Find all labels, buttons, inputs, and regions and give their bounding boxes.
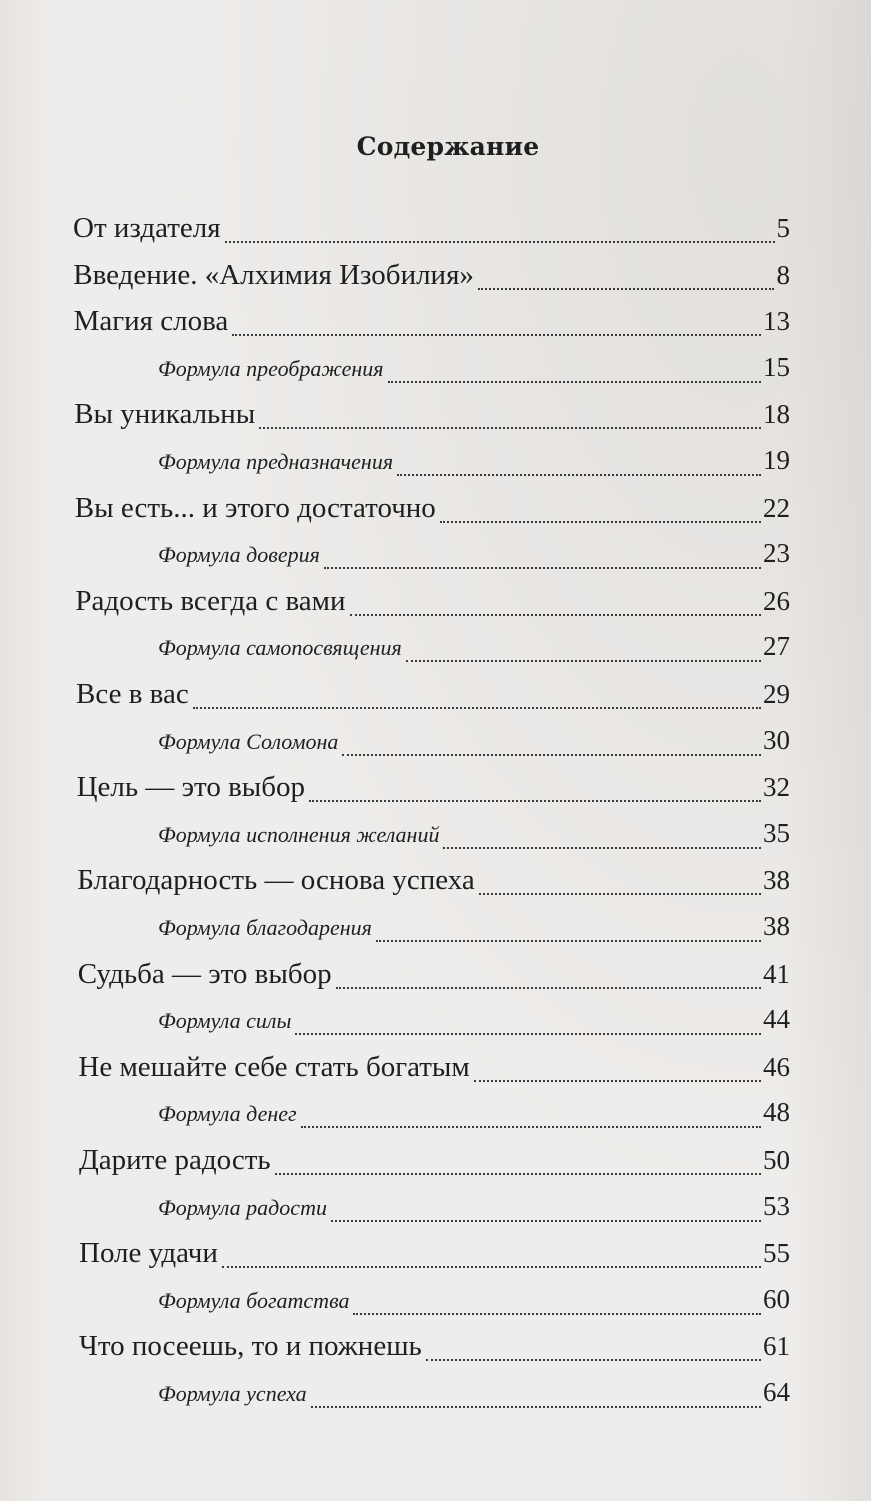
toc-chapter-entry <box>79 1330 790 1370</box>
toc-entry-label: Формула успеха <box>158 1381 307 1406</box>
dot-leader <box>479 892 761 895</box>
toc-entry-label: Судьба — это выбор <box>77 957 332 990</box>
toc-entry-label: Вы уникальны <box>74 398 256 431</box>
toc-entry-label: Формула благодарения <box>158 915 372 940</box>
toc-entry-label: Формула предназначения <box>158 449 394 474</box>
toc-entry-label: Благодарность — основа успеха <box>77 864 475 897</box>
dot-leader <box>331 1219 761 1222</box>
dot-leader <box>350 613 761 616</box>
dot-leader <box>301 1125 761 1128</box>
toc-page-number: 64 <box>763 1377 790 1407</box>
toc-entry-label: Формула доверия <box>158 542 320 568</box>
toc-chapter-entry <box>73 212 790 252</box>
toc-chapter-entry <box>77 864 790 904</box>
toc-chapter-entry <box>77 771 790 811</box>
dot-leader <box>443 846 761 849</box>
toc-entry-label: Формула исполнения желаний <box>158 821 440 847</box>
toc-formula-entry <box>158 445 790 485</box>
dot-leader <box>406 659 761 662</box>
dot-leader <box>259 426 761 429</box>
dot-leader <box>478 287 775 290</box>
toc-page-number: 5 <box>776 213 790 243</box>
toc-entry-label: Все в вас <box>76 678 189 710</box>
toc-entry-label: Формула Соломона <box>158 728 339 754</box>
toc-formula-entry <box>158 1004 790 1044</box>
toc-chapter-entry <box>78 958 790 998</box>
dot-leader <box>342 753 761 756</box>
toc-page-number: 18 <box>762 399 790 430</box>
toc-page-number: 22 <box>762 492 790 523</box>
toc-chapter-entry <box>74 305 790 345</box>
toc-formula-entry <box>158 1097 790 1137</box>
toc-formula-entry <box>158 1191 790 1231</box>
toc-page-number: 38 <box>762 865 790 896</box>
dot-leader <box>232 333 761 336</box>
toc-entry-label: От издателя <box>73 212 221 244</box>
toc-page-number: 15 <box>763 351 790 382</box>
toc-page-number: 26 <box>762 585 790 616</box>
toc-entry-label: Дарите радость <box>79 1144 271 1176</box>
toc-formula-entry <box>158 911 790 951</box>
dot-leader <box>309 799 761 802</box>
toc-page-number: 44 <box>763 1004 790 1035</box>
toc-entry-label: Формула самопосвящения <box>158 635 402 661</box>
dot-leader <box>275 1172 761 1175</box>
dot-leader <box>353 1312 761 1315</box>
toc-page-number: 30 <box>763 724 790 755</box>
toc-formula-entry <box>158 538 790 578</box>
toc-entry-label: Формула преображения <box>158 355 384 381</box>
toc-formula-entry <box>158 352 790 392</box>
toc-chapter-entry <box>79 1144 790 1184</box>
dot-leader <box>388 380 762 383</box>
toc-entry-label: Введение. «Алхимия Изобилия» <box>73 258 474 291</box>
toc-entry-label: Формула радости <box>158 1194 327 1220</box>
toc-page-number: 46 <box>762 1051 790 1082</box>
toc-chapter-entry <box>75 492 790 532</box>
toc-chapter-entry <box>78 1051 790 1091</box>
toc-formula-entry <box>158 818 790 858</box>
toc-page-number: 38 <box>763 911 790 941</box>
toc-entry-label: Радость всегда с вами <box>75 584 346 617</box>
toc-chapter-entry <box>79 1237 790 1277</box>
toc-chapter-entry <box>74 398 790 438</box>
toc-entry-label: Поле удачи <box>79 1237 218 1270</box>
toc-entry-label: Формула богатства <box>158 1287 350 1313</box>
dot-leader <box>376 939 761 942</box>
toc-page-number: 41 <box>762 958 790 989</box>
dot-leader <box>397 473 761 476</box>
toc-page-number: 29 <box>763 679 790 709</box>
toc-entry-label: Вы есть... и этого достаточно <box>74 491 436 524</box>
toc-entry-label: Цель — это выбор <box>76 771 306 804</box>
page-title: Содержание <box>356 132 540 161</box>
toc-page-number: 32 <box>762 772 790 803</box>
dot-leader <box>474 1079 761 1082</box>
toc-chapter-entry <box>73 259 790 299</box>
toc-chapter-entry <box>75 585 790 625</box>
toc-page-number: 35 <box>763 817 790 848</box>
toc-page-number: 23 <box>763 538 790 569</box>
toc-entry-label: Формула денег <box>158 1101 297 1127</box>
dot-leader <box>225 240 775 243</box>
toc-entry-label: Что посеешь, то и пожнешь <box>79 1330 422 1363</box>
dot-leader <box>295 1032 761 1035</box>
toc-page-number: 53 <box>763 1190 790 1221</box>
toc-page-number: 50 <box>763 1145 790 1175</box>
dot-leader <box>324 566 761 569</box>
toc-page-number: 8 <box>776 259 790 290</box>
toc-page-number: 13 <box>762 306 790 337</box>
toc-entry-label: Не мешайте себе стать богатым <box>78 1050 470 1083</box>
dot-leader <box>193 706 761 709</box>
dot-leader <box>336 986 761 989</box>
dot-leader <box>440 520 761 523</box>
dot-leader <box>426 1358 761 1361</box>
toc-formula-entry <box>158 631 790 671</box>
toc-entry-label: Магия слова <box>73 305 229 338</box>
dot-leader <box>311 1405 761 1408</box>
toc-entry-label: Формула силы <box>158 1008 292 1034</box>
toc-page-number: 27 <box>763 631 790 662</box>
toc-page-number: 55 <box>763 1238 790 1269</box>
toc-page-number: 61 <box>763 1331 790 1362</box>
toc-page-number: 48 <box>763 1097 790 1128</box>
toc-formula-entry <box>158 1284 790 1324</box>
toc-formula-entry <box>158 725 790 765</box>
dot-leader <box>222 1265 761 1268</box>
toc-formula-entry <box>158 1377 790 1417</box>
toc-page-number: 60 <box>763 1283 790 1314</box>
toc-page-number: 19 <box>763 445 790 475</box>
toc-chapter-entry <box>76 678 790 718</box>
